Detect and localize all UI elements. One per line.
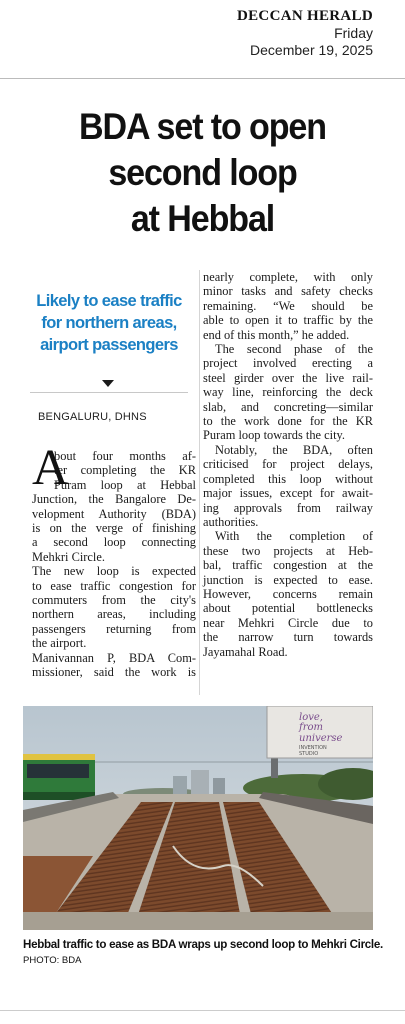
billboard-text: love, [299, 712, 323, 723]
body-line: a second loop connecting [32, 535, 196, 550]
billboard-text: universe [299, 733, 343, 744]
publication-day: Friday [334, 25, 373, 41]
body-line: nearly complete, with only [203, 270, 373, 284]
body-line: completed this loop without [203, 471, 373, 486]
body-line: authorities. [203, 514, 259, 529]
body-line: major issues, except for await- [203, 486, 373, 501]
body-line: these two projects at Heb- [203, 543, 373, 558]
photo-caption [23, 937, 383, 968]
page-bottom-divider [0, 1010, 405, 1011]
body-line: project involved erecting a [203, 356, 373, 371]
body-line: the airport. [32, 636, 87, 651]
body-line: steel girder over the live rail- [203, 370, 373, 385]
subheadline [24, 290, 194, 356]
body-line: slab, and concreting—similar [203, 399, 373, 414]
newspaper-name: DECCAN HERALD [237, 8, 373, 24]
caption-text: Hebbal traffic to ease as BDA wraps up second loop to Mehkri Circle. [23, 938, 383, 951]
masthead-divider [0, 78, 405, 79]
body-line: Manivannan P, BDA Com- [32, 650, 196, 665]
body-line: to the work done for the KR [203, 414, 373, 429]
body-line: criticised for project delays, [203, 457, 373, 472]
body-line: velopment Authority (BDA) [32, 506, 196, 521]
dateline: BENGALURU, DHNS [38, 411, 147, 423]
body-line: way line, reinforcing the deck [203, 385, 373, 400]
body-line: junction is expected to ease. [203, 572, 373, 587]
subheadline-line: airport passengers [40, 336, 178, 354]
body-line: passengers returning from [32, 621, 196, 636]
body-line: ing approvals from railway [203, 500, 373, 515]
subheadline-divider [30, 392, 188, 393]
body-line: able to open it to traffic by the [203, 313, 373, 328]
body-line: Puram loop towards the city. [203, 428, 346, 443]
body-line: to ease traffic congestion for [32, 578, 196, 593]
body-line: bout four months af- [54, 449, 196, 463]
body-line: is on the verge of finishing [32, 521, 196, 536]
body-line: The new loop is expected [32, 564, 196, 579]
body-line: minor tasks and safety checks [203, 284, 373, 299]
body-line: commuters from the city's [32, 593, 196, 608]
bus [23, 754, 95, 800]
article-column-left [32, 440, 196, 680]
masthead [237, 8, 373, 59]
body-line: Notably, the BDA, often [215, 442, 373, 457]
down-triangle-icon [102, 380, 114, 387]
body-line: Junction, the Bangalore De- [32, 492, 196, 507]
body-line: missioner, said the work is [32, 665, 196, 680]
body-line: northern areas, including [32, 607, 196, 622]
headline-line: at Hebbal [130, 198, 275, 239]
billboard-text: INVENTION [299, 745, 327, 751]
body-line: The second phase of the [215, 342, 373, 357]
body-line: However, concerns remain [203, 586, 373, 601]
body-line: ter completing the KR [54, 463, 196, 478]
subheadline-line: for northern areas, [41, 314, 177, 332]
headline [35, 104, 371, 242]
body-line: Mehkri Circle. [32, 549, 105, 564]
article-photo [23, 706, 373, 930]
body-line: Jayamahal Road. [203, 644, 288, 659]
body-line: near Mehkri Circle due to [203, 615, 373, 630]
flyover-construction-photo [23, 706, 373, 930]
body-line: remaining. “We should be [203, 298, 373, 313]
body-line: bal, traffic congestion at the [203, 558, 373, 573]
column-divider [199, 270, 200, 695]
article-column-right [203, 270, 373, 659]
billboard-text: STUDIO [299, 751, 319, 757]
body-line: With the completion of [215, 529, 373, 544]
publication-date: December 19, 2025 [250, 42, 373, 58]
body-line: Puram loop at Hebbal [54, 477, 196, 492]
headline-line: BDA set to open [79, 106, 326, 147]
photo-credit: PHOTO: BDA [23, 955, 82, 966]
headline-line: second loop [108, 152, 297, 193]
drop-cap: A [32, 440, 69, 496]
body-line: the narrow turn towards [203, 630, 373, 645]
subheadline-line: Likely to ease traffic [36, 292, 182, 310]
body-line: end of this month,” he added. [203, 327, 350, 342]
body-line: about potential bottlenecks [203, 601, 373, 616]
billboard-text: from [299, 722, 323, 733]
